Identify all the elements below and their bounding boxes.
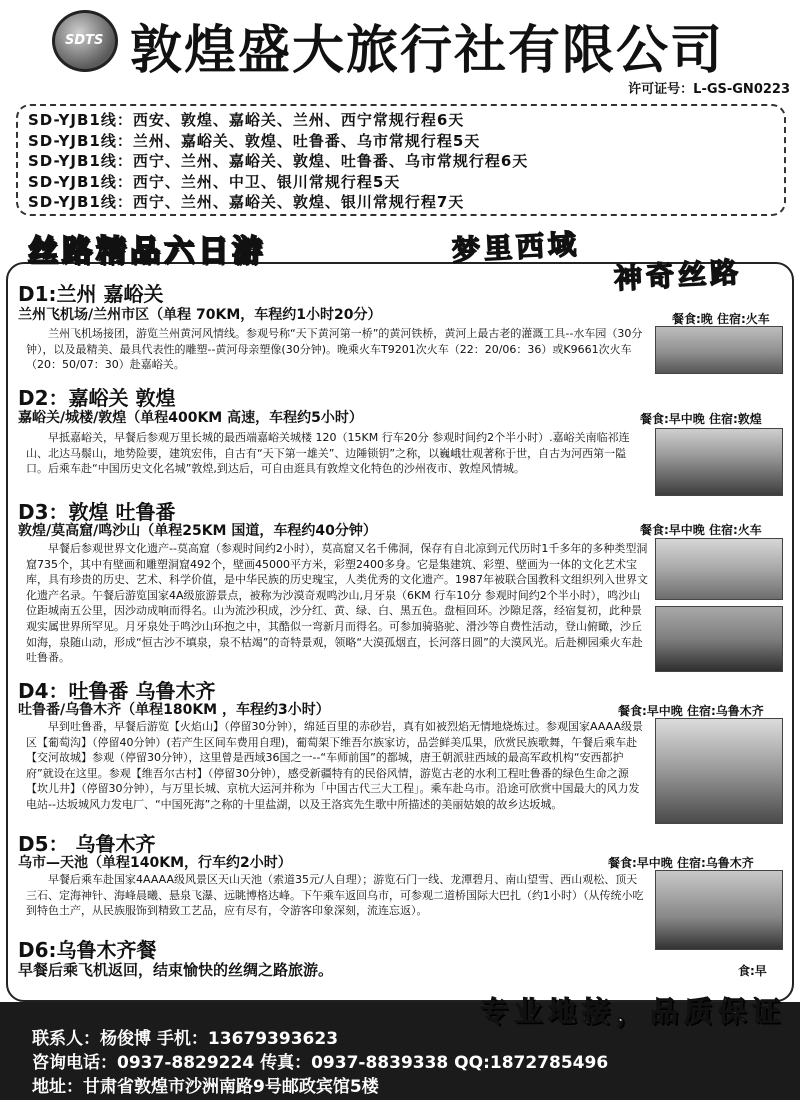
- day-2-sub: [18, 407, 363, 427]
- day-route: 早餐后乘飞机返回，结束愉快的丝绸之路旅游。: [18, 961, 334, 979]
- day-6-meal: 食:早: [738, 964, 767, 978]
- day-2-meal: 餐食:早中晚 住宿:敦煌: [640, 412, 762, 426]
- day-5-desc: 早餐后乘车赴国家4AAAA级风景区天山天池（索道35元/人自理）；游览石门一线、龙潭碧月、南山望雪、西山观松、顶天三石、定海神针、海峰晨曦、悬泉飞瀑、远眺博格达峰。下午乘车返回乌市，可参观二道桥国际大巴扎（约1小时）（从传统小吃到特色土产，从民族服饰到精致工艺品，应有尽有，令游客印象深刻，流连忘返）。: [26, 873, 644, 918]
- company-name: 敦煌盛大旅行社有限公司: [130, 21, 725, 81]
- header: [0, 0, 800, 96]
- day-1-meal: 餐食:晚 住宿:火车: [672, 312, 770, 326]
- license-number: 许可证号：L-GS-GN0223: [628, 82, 790, 97]
- slogan-dream-west: 梦里西域: [451, 227, 581, 268]
- footer-slogan: 专业地接，品质保证: [479, 995, 786, 1028]
- day-route: 吐鲁番/乌鲁木齐（单程180KM ，车程约3小时）: [18, 702, 330, 718]
- day-2-desc: 早抵嘉峪关，早餐后参观万里长城的最西端嘉峪关城楼 120（15KM 行车20分 参观时间约2个半小时）.嘉峪关南临祁连山、北达马鬃山，地势险要，建筑宏伟，自古有“天下第一雄关”、边陲锁钥”之称，以巍峨壮观著称于世，自古为河西第一隘口。后乘车赴“中国历史文化名城”敦煌,到达后，可自由逛具有敦煌文化特色的沙州夜市、敦煌风情城。: [26, 431, 630, 476]
- day-route: 乌市—天池（单程140KM，行车约2小时）: [18, 855, 292, 871]
- day-1-sub: [18, 304, 381, 324]
- day-2-photo: [655, 428, 783, 496]
- route-line: SD-YJB1线：西宁、兰州、嘉峪关、敦煌、银川常规行程7天: [28, 193, 465, 211]
- route-line: SD-YJB1线：兰州、嘉峪关、敦煌、吐鲁番、乌市常规行程5天: [28, 131, 481, 150]
- day-route: 嘉峪关/城楼/敦煌（单程400KM 高速，车程约5小时）: [18, 410, 363, 426]
- route-line: SD-YJB1线：西宁、兰州、嘉峪关、敦煌、吐鲁番、乌市常规行程6天: [28, 152, 529, 170]
- day-heading: D2：嘉峪关 敦煌: [18, 386, 176, 410]
- day-3-meal: 餐食:早中晚 住宿:火车: [640, 523, 762, 537]
- route-line: SD-YJB1线：西安、敦煌、嘉峪关、兰州、西宁常规行程6天: [28, 111, 465, 129]
- day-4-sub: [18, 699, 330, 719]
- day-5-meal: 餐食:早中晚 住宿:乌鲁木齐: [608, 856, 754, 870]
- day-heading: D3：敦煌 吐鲁番: [18, 500, 176, 524]
- day-heading: D5： 乌鲁木齐: [18, 832, 156, 856]
- day-route: 兰州飞机场/兰州市区（单程 70KM，车程约1小时20分）: [18, 307, 382, 323]
- tour-title: 丝路精品六日游: [28, 234, 266, 269]
- day-3-photo-b: [655, 606, 783, 672]
- logo-text: SDTS: [65, 33, 104, 48]
- slogan-silk-road: 神奇丝路: [613, 255, 743, 296]
- day-heading: D4：吐鲁番 乌鲁木齐: [18, 679, 216, 703]
- day-4-meal: 餐食:早中晚 住宿:乌鲁木齐: [618, 704, 764, 718]
- day-5-sub: [18, 852, 292, 872]
- footer-address: 地址：甘肃省敦煌市沙洲南路9号邮政宾馆5楼: [32, 1077, 379, 1097]
- day-5-photo: [655, 870, 783, 950]
- day-3-photo-a: [655, 538, 783, 600]
- day-4-photo: [655, 718, 783, 824]
- footer-contact: 联系人：杨俊博 手机：13679393623: [32, 1029, 339, 1049]
- day-route: 敦煌/莫高窟/鸣沙山（单程25KM 国道，车程约40分钟）: [18, 523, 377, 539]
- footer: [0, 995, 800, 1100]
- company-logo: [52, 10, 118, 72]
- day-4-desc: 早到吐鲁番，早餐后游览【火焰山】（停留30分钟），绵延百里的赤砂岩，真有如被烈焰无情地烧炼过。参观国家AAAA级景区【葡萄沟】（停留40分钟）(若产生区间车费用自理)，葡萄架下维吾尔族家访，品尝鲜美瓜果，欣赏民族歌舞，午餐后乘车赴【交河故城】参观（停留30分钟），这里曾是西域36国之一--“车师前国”的都城，唐王朝派驻西域的最高军政机构“安西都护府”就设在这里。参观【维吾尔古村】（停留30分钟），感受新疆特有的民俗风情，游览古老的水利工程吐鲁番的绿色生命之源【坎儿井】（停留30分钟），与万里长城、京杭大运河并称为「中国古代三大工程」。乘车赴乌市。沿途可欣赏中国最大的风力发电站--达坂城风力发电厂、“中国死海”之称的十里盐湖，以及王洛宾先生歌中所描述的美丽姑娘的故乡达坂城。: [26, 720, 644, 811]
- day-heading: D6:乌鲁木齐餐: [18, 938, 157, 962]
- day-3-sub: [18, 520, 377, 540]
- day-1-desc: 兰州飞机场接团，游览兰州黄河风情线。参观号称“天下黄河第一桥”的黄河铁桥，黄河上最古老的灌溉工具--水车园（30分钟），以及最精美、最具代表性的雕塑--黄河母亲塑像(30分钟)。晚乘火车T9201次火车（22：20/06：36）或K9661次火车（20：50/07：30）赴嘉峪关。: [26, 327, 643, 372]
- day-heading: D1:兰州 嘉峪关: [18, 282, 164, 306]
- routes-box: [16, 104, 786, 216]
- day-1-title: [18, 278, 163, 307]
- day-1-photo: [655, 326, 783, 374]
- footer-phone: 咨询电话：0937-8829224 传真：0937-8839338 QQ:1872785496: [32, 1053, 609, 1073]
- route-line: SD-YJB1线：西宁、兰州、中卫、银川常规行程5天: [28, 172, 401, 191]
- day-6-sub: [18, 959, 333, 980]
- day-3-desc: 早餐后参观世界文化遗产--莫高窟（参观时间约2小时），莫高窟又名千佛洞，保存有自北凉到元代历时1千多年的多种类型洞窟735个，其中有壁画和雕塑洞窟492个，壁画45000平方米，彩塑2400多身。它是集建筑、彩塑、壁画为一体的文化艺术宝库，具有珍贵的历史、艺术、科学价值，是中华民族的历史瑰宝，人类优秀的文化遗产。1987年被联合国教科文组织列入世界文化遗产名录。午餐后游览国家4A级旅游景点，被称为沙漠奇观鸣沙山,月牙泉（6KM 行车10分 参观时间约2个半小时），鸣沙山位距城南五公里，因沙动成响而得名。山为流沙积成，沙分红、黄、绿、白、黑五色。盘桓回环。沙隙足落，经宿复初，此种景观实属世界所罕见。月牙泉处于鸣沙山环抱之中，其酷似一弯新月而得名。可参加骑骆驼、滑沙等自费性活动，登山俯瞰，沙丘如海，泉随山动，形成“恒古沙不填泉，泉不枯竭”的奇特景观，领略“大漠孤烟直，长河落日圆”的大漠风光。后赴柳园乘火车赴吐鲁番。: [26, 542, 648, 665]
